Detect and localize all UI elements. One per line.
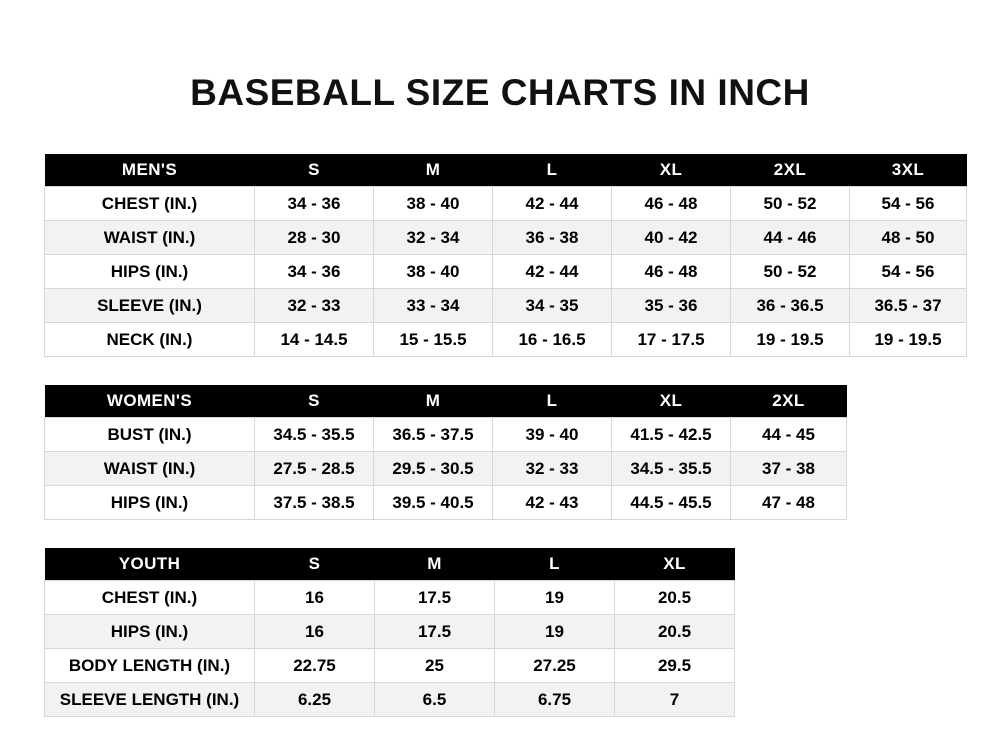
row-label: WAIST (IN.) <box>45 221 255 255</box>
cell-value: 27.25 <box>495 649 615 683</box>
cell-value: 16 - 16.5 <box>493 323 612 357</box>
cell-value: 42 - 43 <box>493 486 612 520</box>
table-row <box>45 683 735 717</box>
womens-header-2xl: 2XL <box>731 385 847 418</box>
cell-value: 16 <box>255 581 375 615</box>
womens-header-s: S <box>255 385 374 418</box>
womens-header-xl: XL <box>612 385 731 418</box>
youth-header-m: M <box>375 548 495 581</box>
cell-value: 27.5 - 28.5 <box>255 452 374 486</box>
youth-table-body <box>45 581 735 717</box>
row-label: BODY LENGTH (IN.) <box>45 649 255 683</box>
cell-value: 47 - 48 <box>731 486 847 520</box>
youth-table-header <box>45 548 735 581</box>
cell-value: 50 - 52 <box>731 187 850 221</box>
table-row <box>45 615 735 649</box>
cell-value: 17.5 <box>375 615 495 649</box>
cell-value: 20.5 <box>615 615 735 649</box>
cell-value: 39.5 - 40.5 <box>374 486 493 520</box>
table-row <box>45 289 967 323</box>
cell-value: 19 - 19.5 <box>850 323 967 357</box>
table-row <box>45 255 967 289</box>
table-spacer <box>44 357 956 385</box>
table-header-row <box>45 548 735 581</box>
youth-size-table <box>44 548 735 717</box>
cell-value: 38 - 40 <box>374 255 493 289</box>
cell-value: 38 - 40 <box>374 187 493 221</box>
cell-value: 34.5 - 35.5 <box>612 452 731 486</box>
mens-header-l: L <box>493 154 612 187</box>
table-row <box>45 452 847 486</box>
youth-header-l: L <box>495 548 615 581</box>
cell-value: 42 - 44 <box>493 187 612 221</box>
row-label: HIPS (IN.) <box>45 255 255 289</box>
cell-value: 15 - 15.5 <box>374 323 493 357</box>
cell-value: 39 - 40 <box>493 418 612 452</box>
cell-value: 42 - 44 <box>493 255 612 289</box>
womens-table-body <box>45 418 847 520</box>
table-header-row <box>45 385 847 418</box>
cell-value: 19 - 19.5 <box>731 323 850 357</box>
cell-value: 25 <box>375 649 495 683</box>
cell-value: 32 - 33 <box>493 452 612 486</box>
cell-value: 19 <box>495 615 615 649</box>
cell-value: 54 - 56 <box>850 187 967 221</box>
cell-value: 36 - 36.5 <box>731 289 850 323</box>
womens-size-table <box>44 385 847 520</box>
cell-value: 34 - 36 <box>255 255 374 289</box>
cell-value: 48 - 50 <box>850 221 967 255</box>
row-label: CHEST (IN.) <box>45 581 255 615</box>
cell-value: 16 <box>255 615 375 649</box>
womens-header-l: L <box>493 385 612 418</box>
youth-header-xl: XL <box>615 548 735 581</box>
cell-value: 40 - 42 <box>612 221 731 255</box>
cell-value: 29.5 - 30.5 <box>374 452 493 486</box>
cell-value: 17.5 <box>375 581 495 615</box>
mens-header-2xl: 2XL <box>731 154 850 187</box>
cell-value: 36 - 38 <box>493 221 612 255</box>
mens-header-xl: XL <box>612 154 731 187</box>
table-row <box>45 187 967 221</box>
mens-table-body <box>45 187 967 357</box>
table-spacer <box>44 520 956 548</box>
cell-value: 22.75 <box>255 649 375 683</box>
cell-value: 46 - 48 <box>612 187 731 221</box>
womens-header-m: M <box>374 385 493 418</box>
mens-table-header <box>45 154 967 187</box>
mens-size-table <box>44 154 967 357</box>
cell-value: 17 - 17.5 <box>612 323 731 357</box>
cell-value: 36.5 - 37 <box>850 289 967 323</box>
row-label: HIPS (IN.) <box>45 615 255 649</box>
table-row <box>45 323 967 357</box>
table-row <box>45 418 847 452</box>
cell-value: 32 - 33 <box>255 289 374 323</box>
page-title: BASEBALL SIZE CHARTS IN INCH <box>190 72 810 113</box>
cell-value: 34.5 - 35.5 <box>255 418 374 452</box>
cell-value: 28 - 30 <box>255 221 374 255</box>
mens-header-3xl: 3XL <box>850 154 967 187</box>
cell-value: 44 - 45 <box>731 418 847 452</box>
cell-value: 54 - 56 <box>850 255 967 289</box>
cell-value: 32 - 34 <box>374 221 493 255</box>
cell-value: 6.75 <box>495 683 615 717</box>
cell-value: 44.5 - 45.5 <box>612 486 731 520</box>
womens-header-measure: WOMEN'S <box>45 385 255 418</box>
cell-value: 37.5 - 38.5 <box>255 486 374 520</box>
cell-value: 7 <box>615 683 735 717</box>
table-row <box>45 486 847 520</box>
cell-value: 44 - 46 <box>731 221 850 255</box>
cell-value: 20.5 <box>615 581 735 615</box>
row-label: NECK (IN.) <box>45 323 255 357</box>
table-header-row <box>45 154 967 187</box>
youth-header-s: S <box>255 548 375 581</box>
cell-value: 35 - 36 <box>612 289 731 323</box>
row-label: BUST (IN.) <box>45 418 255 452</box>
cell-value: 34 - 35 <box>493 289 612 323</box>
mens-header-s: S <box>255 154 374 187</box>
cell-value: 46 - 48 <box>612 255 731 289</box>
row-label: SLEEVE LENGTH (IN.) <box>45 683 255 717</box>
tables-container <box>0 154 1000 717</box>
cell-value: 33 - 34 <box>374 289 493 323</box>
cell-value: 41.5 - 42.5 <box>612 418 731 452</box>
youth-header-measure: YOUTH <box>45 548 255 581</box>
row-label: SLEEVE (IN.) <box>45 289 255 323</box>
table-row <box>45 221 967 255</box>
cell-value: 29.5 <box>615 649 735 683</box>
row-label: HIPS (IN.) <box>45 486 255 520</box>
cell-value: 19 <box>495 581 615 615</box>
table-row <box>45 649 735 683</box>
cell-value: 37 - 38 <box>731 452 847 486</box>
cell-value: 34 - 36 <box>255 187 374 221</box>
womens-table-header <box>45 385 847 418</box>
row-label: CHEST (IN.) <box>45 187 255 221</box>
row-label: WAIST (IN.) <box>45 452 255 486</box>
cell-value: 6.5 <box>375 683 495 717</box>
mens-header-m: M <box>374 154 493 187</box>
cell-value: 14 - 14.5 <box>255 323 374 357</box>
cell-value: 50 - 52 <box>731 255 850 289</box>
table-row <box>45 581 735 615</box>
cell-value: 36.5 - 37.5 <box>374 418 493 452</box>
cell-value: 6.25 <box>255 683 375 717</box>
mens-header-measure: MEN'S <box>45 154 255 187</box>
